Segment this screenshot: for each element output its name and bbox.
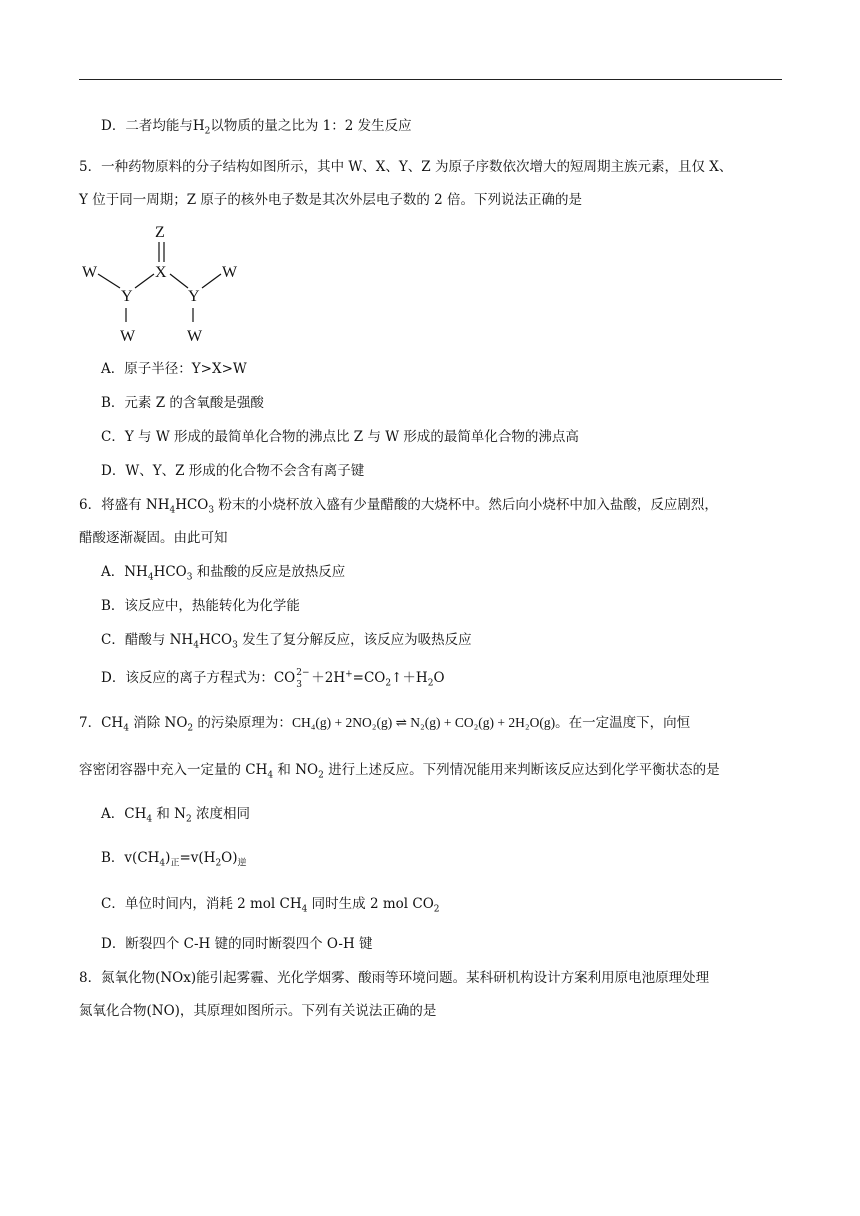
bond-y2-w [202,274,221,288]
molecule-structure-diagram [80,222,250,347]
q8-stem-line1: 8．氮氧化物(NOx)能引起雾霾、光化学烟雾、酸雨等环境问题。某科研机构设计方案利用原电池原理处理 [79,970,710,986]
bond-w-y1 [98,274,120,288]
atom-w-bottom-right: W [187,328,203,345]
q7-option-d: D．断裂四个 C-H 键的同时断裂四个 O-H 键 [101,936,373,952]
q5-option-b: B．元素 Z 的含氧酸是强酸 [101,395,264,411]
q6-option-d: D．该反应的离子方程式为：CO 2− 3 $+2H^+=CO_2↑+H_2O$ [101,667,445,690]
atom-z: Z [155,224,165,241]
header-rule [79,79,782,80]
prev-option-d: D．二者均能与$H_2$以物质的量之比为 1：2 发生反应 [101,118,412,137]
q7-equation: CH₄(g) + 2NO₂(g) ⇌ N₂(g) + CO₂(g) + 2H₂O(g) [291,715,556,730]
q7-option-b: B．$v(CH_4)_正=v(H_2O)_逆$ [101,850,247,869]
atom-w-left: W [82,264,98,281]
q8-stem-line2: 氮氧化合物(NO)，其原理如图所示。下列有关说法正确的是 [79,1003,437,1019]
q5-option-c: C．Y 与 W 形成的最简单化合物的沸点比 Z 与 W 形成的最简单化合物的沸点高 [101,429,579,445]
q6-option-a: A．$NH_4HCO_3$ 和盐酸的反应是放热反应 [101,564,346,583]
atom-x: X [155,264,167,281]
q6-stem-line2: 醋酸逐渐凝固。由此可知 [79,530,228,546]
bond-x-y2 [170,274,188,288]
q7-option-a: A．$CH_4$ 和 $N_2$ 浓度相同 [101,806,251,825]
q6-option-b: B．该反应中，热能转化为化学能 [101,598,300,614]
q5-option-a: A．原子半径：Y>X>W [101,361,247,377]
q7-stem-line2: 容密闭容器中充入一定量的 $CH_4$ 和 $NO_2$ 进行上述反应。下列情况能用来判断该反应达到化学平衡状态的是 [79,762,720,781]
q5-stem-line1: 5．一种药物原料的分子结构如图所示，其中 W、X、Y、Z 为原子序数依次增大的短周期主族元素，且仅 X、 [79,159,733,175]
q6-option-c: C．醋酸与 $NH_4HCO_3$ 发生了复分解反应，该反应为吸热反应 [101,632,472,651]
q5-option-d: D．W、Y、Z 形成的化合物不会含有离子键 [101,463,365,479]
atom-w-right: W [222,264,238,281]
q7-stem-line1: 7．$CH_4$ 消除 $NO_2$ 的污染原理为：CH₄(g) + 2NO₂(g) ⇌ N₂(g) + CO₂(g) + 2H₂O(g)。在一定温度下，向恒 [79,715,691,734]
q6-stem-line1: 6．将盛有 $NH_4HCO_3$ 粉末的小烧杯放入盛有少量醋酸的大烧杯中。然后向小烧杯中加入盐酸，反应剧烈， [79,497,718,516]
bond-y1-x [135,274,154,288]
atom-w-bottom-left: W [120,328,136,345]
q5-stem-line2: Y 位于同一周期；Z 原子的核外电子数是其次外层电子数的 2 倍。下列说法正确的是 [79,192,583,208]
q7-option-c: C．单位时间内，消耗 2 mol $CH_4$ 同时生成 2 mol $CO_2$ [101,896,440,915]
atom-y1: Y [121,288,133,305]
atom-y2: Y [188,288,200,305]
